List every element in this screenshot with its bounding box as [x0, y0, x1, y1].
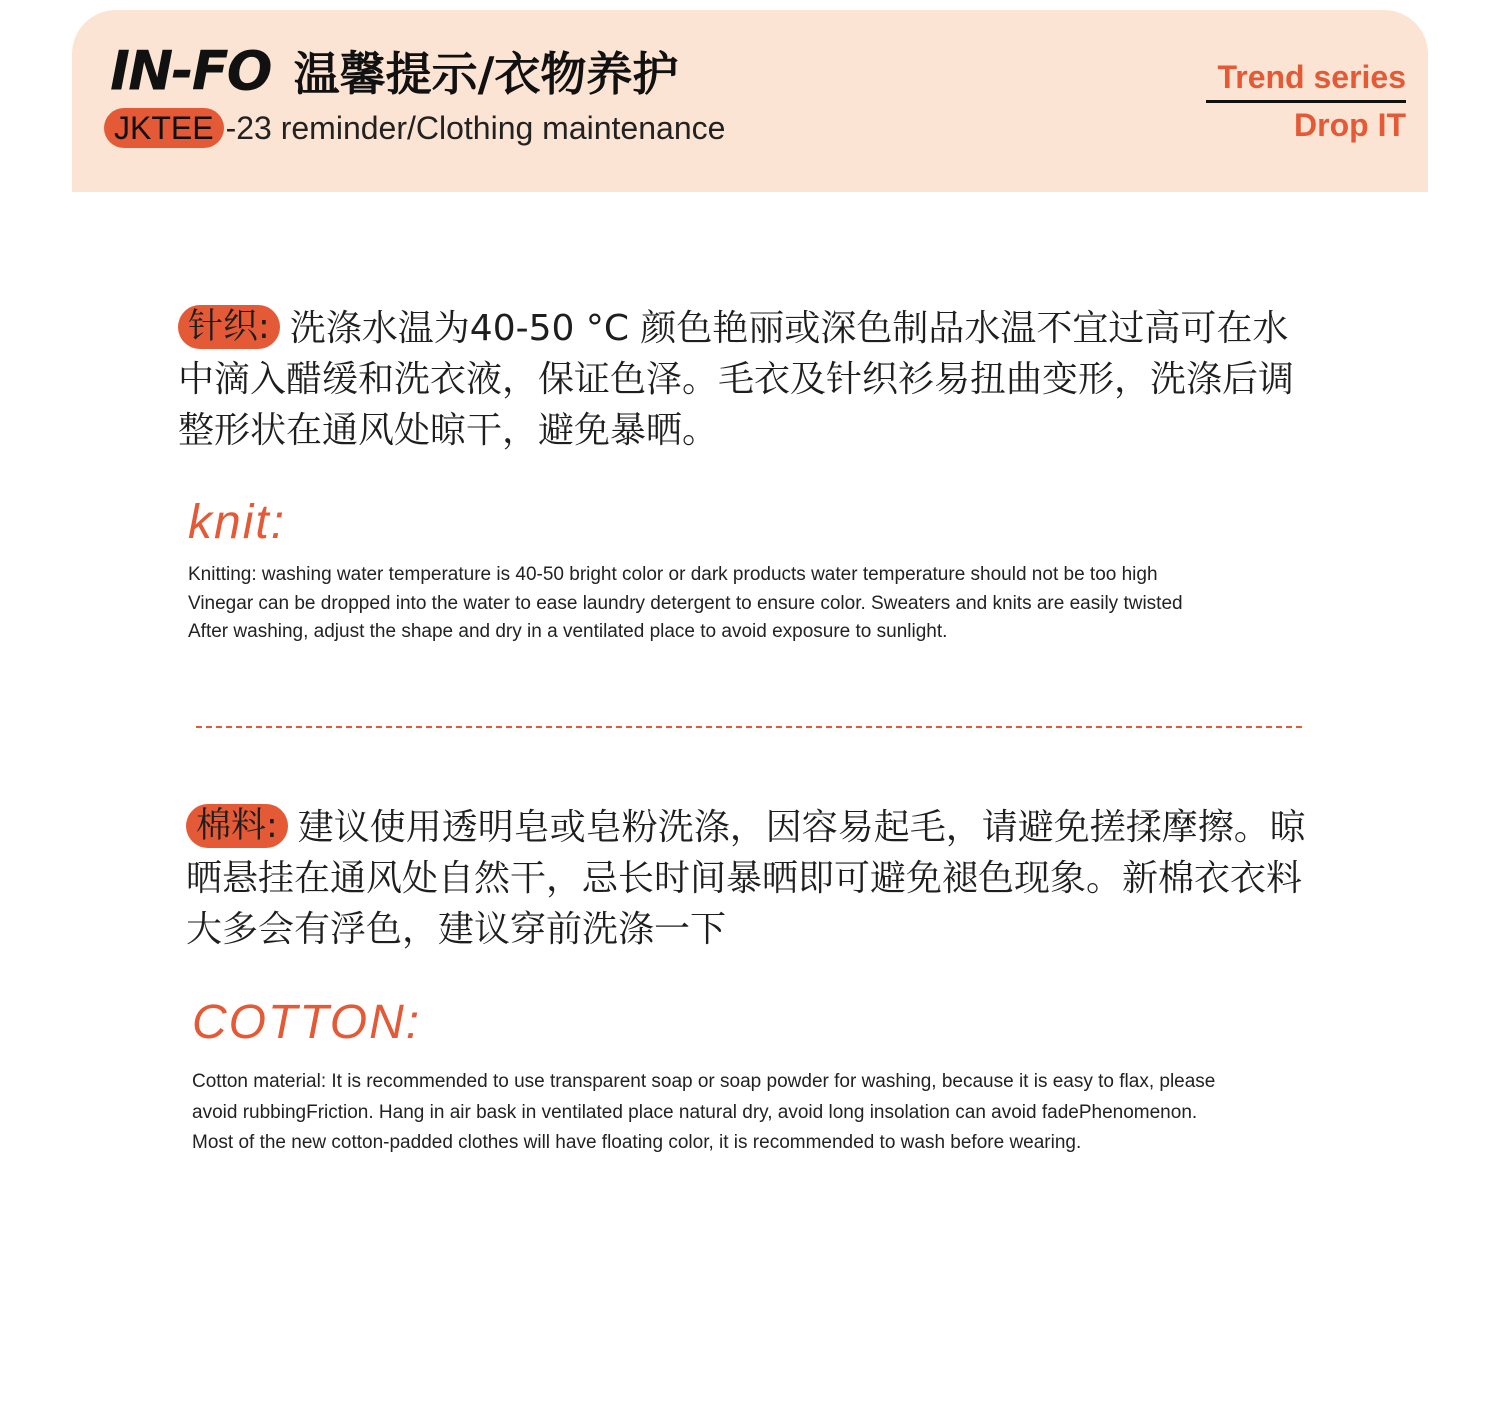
knit-cn-text: 洗涤水温为40-50 °C 颜色艳丽或深色制品水温不宜过高可在水中滴入醋缓和洗衣液，保证色泽。毛衣及针织衫易扭曲变形，洗涤后调整形状在通风处晾干，避免暴晒。: [178, 308, 1295, 451]
cotton-en-line: Cotton material: It is recommended to use transparent soap or soap powder for washing, because it is easy to flax, please: [192, 1071, 1216, 1092]
title-cn: 温馨提示/衣物养护: [293, 47, 679, 101]
cotton-en-line: Most of the new cotton-padded clothes will have floating color, it is recommended to wash before wearing.: [192, 1132, 1082, 1153]
cotton-cn-text: 建议使用透明皂或皂粉洗涤，因容易起毛，请避免搓揉摩擦。晾晒悬挂在通风处自然干，忌长时间暴晒即可避免褪色现象。新棉衣衣料大多会有浮色，建议穿前洗涤一下: [186, 807, 1306, 950]
knit-en-line: After washing, adjust the shape and dry in a ventilated place to avoid exposure to sunlight.: [188, 621, 948, 642]
series-drop-label: Drop IT: [1294, 107, 1406, 143]
cotton-en-line: avoid rubbingFriction. Hang in air bask in ventilated place natural dry, avoid long insolation can avoid fadePhenomenon.: [192, 1101, 1198, 1123]
dashed-divider: [196, 726, 1302, 728]
subtitle-text: -23 reminder/Clothing maintenance: [225, 109, 726, 146]
cotton-en-paragraph: [192, 1067, 1215, 1159]
knit-en-paragraph: [188, 561, 1183, 647]
knit-en-heading: knit:: [188, 496, 287, 549]
title-en: IN-FO: [110, 39, 271, 103]
subtitle-row: [104, 108, 725, 148]
cotton-cn-paragraph: [186, 802, 1326, 955]
page-title: [110, 38, 678, 104]
brand-badge: JKTEE: [104, 108, 224, 148]
knit-en-line: Knitting: washing water temperature is 40-50 bright color or dark products water temperature should not be too high: [188, 564, 1158, 585]
cotton-cn-label: 棉料:: [186, 804, 288, 848]
series-box: [1206, 56, 1406, 147]
knit-cn-label: 针织:: [178, 305, 280, 349]
series-label: Trend series: [1206, 56, 1406, 103]
knit-cn-paragraph: [178, 303, 1318, 456]
cotton-en-heading: COTTON:: [192, 996, 422, 1049]
knit-en-line: Vinegar can be dropped into the water to ease laundry detergent to ensure color. Sweaters and knits are easily twisted: [188, 592, 1183, 614]
